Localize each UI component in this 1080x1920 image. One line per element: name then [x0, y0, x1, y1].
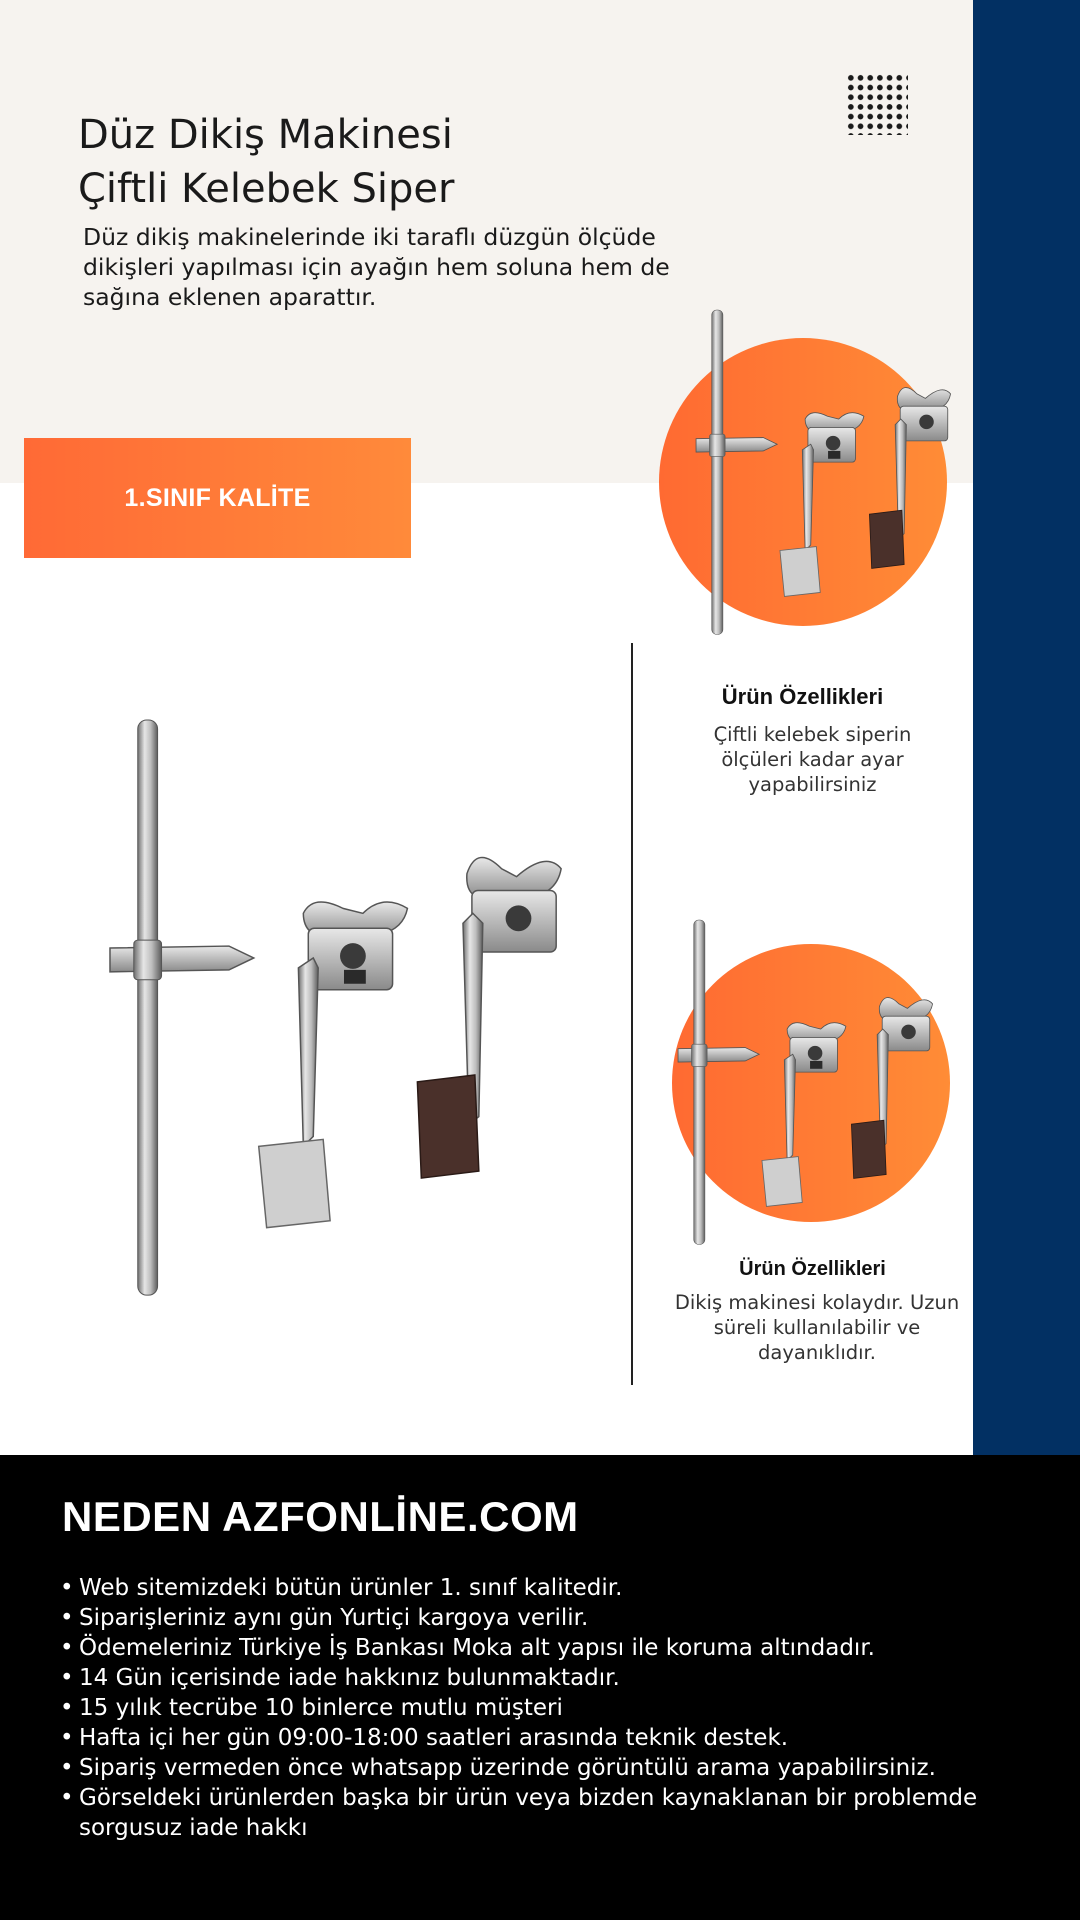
- list-item: • Ödemeleriniz Türkiye İş Bankası Moka alt yapısı ile koruma altındadır.: [60, 1635, 875, 1661]
- vertical-divider: [631, 643, 633, 1385]
- list-item: • Hafta içi her gün 09:00-18:00 saatleri arasında teknik destek.: [60, 1725, 789, 1751]
- product-image-thumb-2: [677, 920, 942, 1250]
- why-title: NEDEN AZFONLİNE.COM: [62, 1493, 579, 1540]
- list-item: • 15 yılık tecrübe 10 binlerce mutlu müşteri: [60, 1695, 563, 1721]
- dot-grid-decoration: [846, 73, 908, 135]
- side-accent-bar: [973, 0, 1080, 1455]
- feature-2-text: Dikiş makinesi kolaydır. Uzun süreli kullanılabilir ve dayanıklıdır.: [674, 1291, 960, 1364]
- bullet-icon: •: [60, 1725, 74, 1751]
- why-section: [0, 1455, 1080, 1920]
- quality-badge: [24, 438, 411, 558]
- feature-1-text: Çiftli kelebek siperin ölçüleri kadar ayar yapabilirsiniz: [713, 723, 912, 796]
- feature-1-heading: Ürün Özellikleri: [721, 684, 884, 709]
- list-item: • Web sitemizdeki bütün ürünler 1. sınıf kalitedir.: [60, 1575, 623, 1601]
- bullet-icon: •: [60, 1785, 74, 1811]
- list-item: • Görseldeki ürünlerden başka bir ürün veya bizden kaynaklanan bir problemde sorgusuz iade hakkı: [60, 1785, 978, 1841]
- title-line-1: Düz Dikiş Makinesi: [78, 112, 453, 158]
- quality-badge-label: 1.SINIF KALİTE: [124, 483, 311, 512]
- feature-2-heading: Ürün Özellikleri: [739, 1258, 886, 1280]
- bullet-icon: •: [60, 1755, 74, 1781]
- bullet-icon: •: [60, 1695, 74, 1721]
- bullet-icon: •: [60, 1605, 74, 1631]
- product-image-main: [108, 720, 578, 1305]
- product-image-thumb-1: [695, 310, 960, 640]
- why-list: [60, 1573, 1050, 1843]
- list-item: • Sipariş vermeden önce whatsapp üzerinde görüntülü arama yapabilirsiniz.: [60, 1755, 936, 1781]
- list-item: • Siparişleriniz aynı gün Yurtiçi kargoya verilir.: [60, 1605, 589, 1631]
- product-description: Düz dikiş makinelerinde iki taraflı düzgün ölçüde dikişleri yapılması için ayağın hem soluna hem de sağına eklenen aparattır.: [83, 223, 670, 311]
- page-title: [78, 108, 678, 216]
- title-line-2: Çiftli Kelebek Siper: [78, 166, 455, 212]
- list-item: • 14 Gün içerisinde iade hakkınız bulunmaktadır.: [60, 1665, 620, 1691]
- bullet-icon: •: [60, 1575, 74, 1601]
- bullet-icon: •: [60, 1635, 74, 1661]
- bullet-icon: •: [60, 1665, 74, 1691]
